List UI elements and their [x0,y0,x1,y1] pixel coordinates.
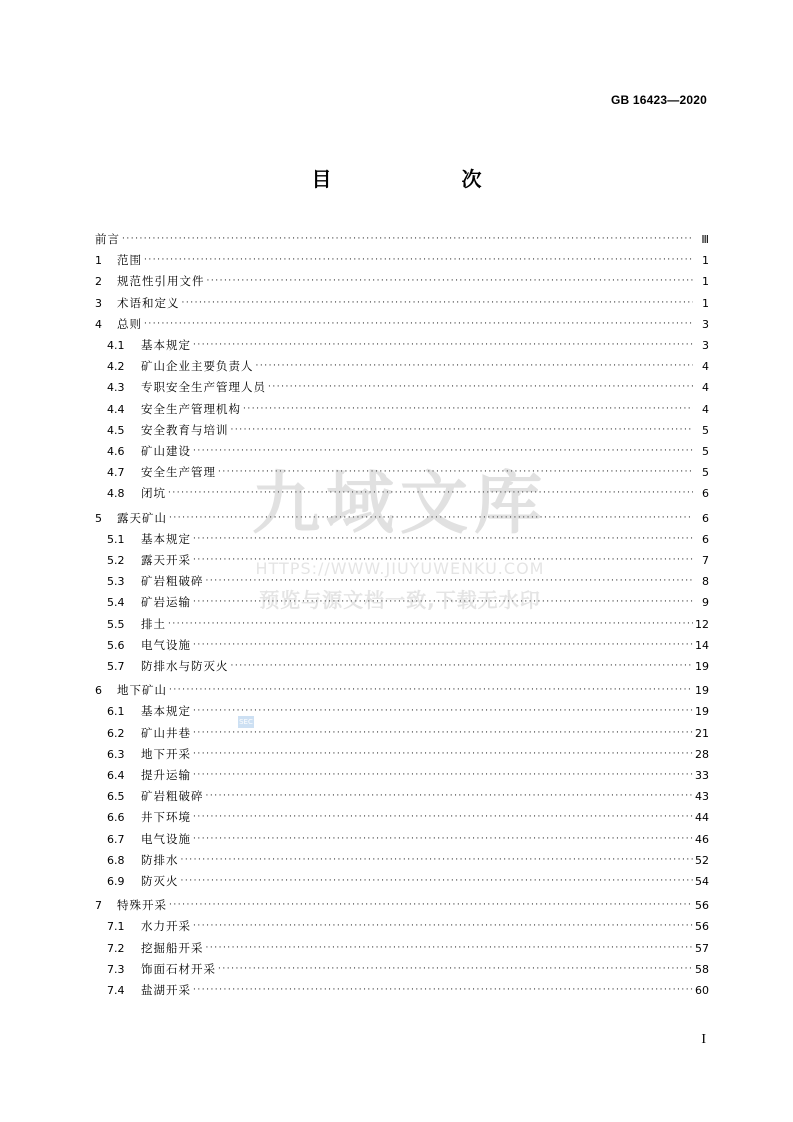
toc-leader-dots [193,592,693,613]
toc-leader-dots [256,356,694,377]
toc-entry[interactable] [107,701,709,722]
toc-leader-dots [169,680,693,701]
toc-entry-title: 矿山建设 [141,444,191,458]
toc-entry-page: 46 [695,832,709,846]
toc-entry-title: 地下矿山 [117,683,167,698]
toc-entry-page: 6 [702,511,709,525]
watermark-notice: 预览与源文档一致,下载无水印 [259,588,541,612]
toc-entry-title: 安全生产管理机构 [141,401,241,416]
toc-leader-dots [268,377,693,398]
toc-entry-title: 总则 [117,316,142,331]
toc-entry-number: 5.7 [107,660,125,673]
toc-leader-dots [193,829,693,850]
toc-entry-page: 1 [702,275,709,289]
toc-entry-title: 提升运输 [141,768,191,782]
toc-entry[interactable] [107,765,709,786]
toc-entry[interactable] [95,314,709,335]
toc-entry-title: 井下环境 [141,810,191,825]
toc-entry[interactable] [107,614,709,635]
toc-leader-dots [182,293,694,314]
toc-leader-dots [231,656,694,677]
toc-entry-title: 前言 [95,232,120,246]
toc-entry-page: 19 [695,660,709,673]
toc-entry[interactable] [107,916,709,937]
toc-entry-title: 基本规定 [141,531,191,546]
toc-leader-dots [169,895,693,916]
toc-entry[interactable] [95,250,709,271]
toc-entry-page: 4 [702,360,709,374]
toc-leader-dots [206,938,694,959]
toc-entry-page: 5 [702,423,709,437]
toc-entry-number: 4.2 [107,360,125,374]
toc-entry-number: 4.1 [107,339,125,352]
toc-entry-title: 矿山井巷 [141,725,191,740]
toc-entry-number: 6.2 [107,726,125,740]
toc-entry-page: 4 [702,381,709,395]
toc-entry-page: 21 [695,726,709,740]
toc-leader-dots [181,850,694,871]
toc-leader-dots [207,271,694,292]
toc-leader-dots [144,250,693,271]
toc-entry-title: 矿岩运输 [141,595,191,610]
toc-entry-title: 地下开采 [141,746,191,761]
standard-code: GB 16423—2020 [611,93,707,107]
toc-leader-dots [193,550,693,571]
toc-entry-title: 挖掘船开采 [141,940,204,955]
toc-entry-number: 6.1 [107,705,125,719]
toc-leader-dots [193,765,693,786]
toc-entry-page: 19 [695,705,709,719]
toc-leader-dots [193,807,693,828]
toc-leader-dots [181,871,694,892]
toc-entry-number: 7.3 [107,962,125,976]
toc-entry-title: 矿岩粗破碎 [141,789,204,804]
toc-entry-page: 7 [702,554,709,567]
toc-entry-page: 33 [695,769,709,782]
toc-entry-page: 9 [702,596,709,610]
toc-leader-dots [193,916,693,937]
toc-leader-dots [206,571,694,592]
toc-entry-page: 58 [695,962,709,976]
watermark-badge-icon: SEC [239,718,253,726]
toc-entry-title: 安全生产管理 [141,465,216,480]
toc-entry-page: 4 [702,402,709,416]
toc-entry[interactable] [107,635,709,656]
toc-entry-title: 露天开采 [141,553,191,567]
toc-entry-number: 3 [95,296,102,310]
toc-leader-dots [193,529,693,550]
toc-entry[interactable] [95,229,709,250]
toc-entry-number: 7.1 [107,920,125,934]
toc-leader-dots [193,980,693,1001]
toc-entry[interactable] [107,335,709,356]
toc-entry-title: 露天矿山 [117,510,167,525]
toc-entry-title: 防排水与防灭火 [141,659,229,673]
toc-entry-page: 56 [695,920,709,934]
toc-entry-page: 28 [695,747,709,761]
toc-entry[interactable] [107,980,709,1001]
toc-entry-page: 44 [695,811,709,825]
toc-entry[interactable] [95,508,709,529]
toc-leader-dots [218,462,693,483]
toc-entry-number: 1 [95,254,102,268]
toc-entry-number: 6.6 [107,811,125,825]
toc-leader-dots [168,614,693,635]
toc-entry-title: 电气设施 [141,831,191,846]
toc-entry[interactable] [107,483,709,504]
toc-entry-title: 基本规定 [141,338,191,352]
toc-entry-page: 56 [695,899,709,913]
toc-entry-number: 5.1 [107,532,125,546]
toc-entry-page: 5 [702,445,709,458]
toc-entry[interactable] [107,529,709,550]
toc-entry-title: 防排水 [141,852,179,867]
toc-entry[interactable] [107,462,709,483]
toc-entry-title: 矿山企业主要负责人 [141,359,254,374]
toc-entry-page: 5 [702,466,709,480]
toc-entry-title: 规范性引用文件 [117,274,205,289]
toc-entry-page: 57 [695,941,709,955]
toc-entry-title: 范围 [117,253,142,268]
toc-entry[interactable] [107,744,709,765]
toc-entry-page: 3 [702,317,709,331]
toc-entry[interactable] [95,895,709,916]
toc-entry-page: 3 [702,339,709,352]
toc-entry-number: 6 [95,684,102,698]
toc-entry[interactable] [107,850,709,871]
toc-entry-page: 60 [695,984,709,997]
toc-entry-title: 饰面石材开采 [141,961,216,976]
toc-entry[interactable] [107,441,709,462]
toc-entry-number: 5.2 [107,554,125,567]
toc-entry[interactable] [95,271,709,292]
toc-leader-dots [122,229,693,250]
toc-entry-number: 7 [95,899,102,913]
toc-entry-number: 4.4 [107,402,125,416]
toc-entry-title: 安全教育与培训 [141,422,229,437]
toc-entry[interactable] [107,377,709,398]
toc-entry[interactable] [107,399,709,420]
toc-entry[interactable] [107,829,709,850]
toc-leader-dots [193,441,693,462]
toc-entry-number: 6.9 [107,875,125,888]
toc-entry[interactable] [107,420,709,441]
toc-entry-title: 专职安全生产管理人员 [141,380,266,395]
toc-leader-dots [169,508,693,529]
toc-leader-dots [193,635,693,656]
toc-entry-number: 5.4 [107,596,125,610]
toc-entry-page: 19 [695,684,709,698]
toc-entry-number: 4.5 [107,423,125,437]
toc-entry-title: 电气设施 [141,637,191,652]
toc-entry[interactable] [107,786,709,807]
toc-entry-page: 8 [702,575,709,589]
toc-leader-dots [144,314,693,335]
toc-entry-number: 4.7 [107,466,125,480]
toc-leader-dots [193,723,693,744]
toc-entry-page: Ⅲ [701,233,709,246]
toc-leader-dots [193,701,693,722]
toc-entry[interactable] [107,723,709,744]
toc-entry[interactable] [107,938,709,959]
toc-entry-number: 4 [95,317,102,331]
toc-entry-number: 6.3 [107,747,125,761]
toc-entry-number: 6.7 [107,832,125,846]
toc-entry-number: 5.6 [107,638,125,652]
toc-entry-title: 特殊开采 [117,898,167,913]
toc-entry-number: 5.3 [107,575,125,589]
toc-entry-number: 4.6 [107,445,125,458]
toc-entry-number: 6.8 [107,853,125,867]
toc-entry[interactable] [107,356,709,377]
toc-entry[interactable] [107,871,709,892]
toc-entry-page: 1 [702,254,709,268]
toc-leader-dots [206,786,694,807]
toc-entry-number: 4.8 [107,487,125,501]
toc-leader-dots [193,335,693,356]
toc-leader-dots [168,483,693,504]
toc-entry[interactable] [95,680,709,701]
toc-leader-dots [218,959,693,980]
toc-entry-title: 术语和定义 [117,295,180,310]
toc-entry-page: 6 [702,532,709,546]
toc-entry[interactable] [107,592,709,613]
toc-entry-number: 6.4 [107,769,125,782]
toc-entry-title: 排土 [141,616,166,631]
toc-entry-page: 43 [695,790,709,804]
watermark-url: HTTPS://WWW.JIUYUWENKU.COM [255,559,545,578]
toc-entry-page: 54 [695,875,709,888]
toc-entry-number: 7.2 [107,941,125,955]
toc-entry-number: 5 [95,511,102,525]
toc-entry[interactable] [107,807,709,828]
toc-entry-title: 盐湖开采 [141,983,191,997]
toc-leader-dots [231,420,694,441]
page-number: I [701,1032,706,1047]
toc-entry-page: 14 [695,638,709,652]
toc-entry-number: 4.3 [107,381,125,395]
toc-entry[interactable] [107,550,709,571]
toc-leader-dots [243,399,693,420]
toc-entry-page: 6 [702,487,709,501]
toc-entry-page: 12 [695,617,709,631]
toc-entry-number: 7.4 [107,984,125,997]
toc-entry[interactable] [107,959,709,980]
toc-entry-page: 52 [695,853,709,867]
toc-entry-number: 2 [95,275,102,289]
toc-entry-number: 5.5 [107,617,125,631]
toc-entry[interactable] [95,293,709,314]
toc-entry[interactable] [107,656,709,677]
toc-entry-number: 6.5 [107,790,125,804]
toc-entry-title: 防灭火 [141,874,179,888]
toc-entry[interactable] [107,571,709,592]
toc-entry-title: 矿岩粗破碎 [141,574,204,589]
toc-entry-title: 基本规定 [141,704,191,719]
toc-entry-title: 闭坑 [141,486,166,501]
watermark-title: 九域文库 [251,465,548,544]
toc-entry-title: 水力开采 [141,919,191,934]
toc-entry-page: 1 [702,296,709,310]
page-title: 目 次 [311,167,512,191]
toc-leader-dots [193,744,693,765]
